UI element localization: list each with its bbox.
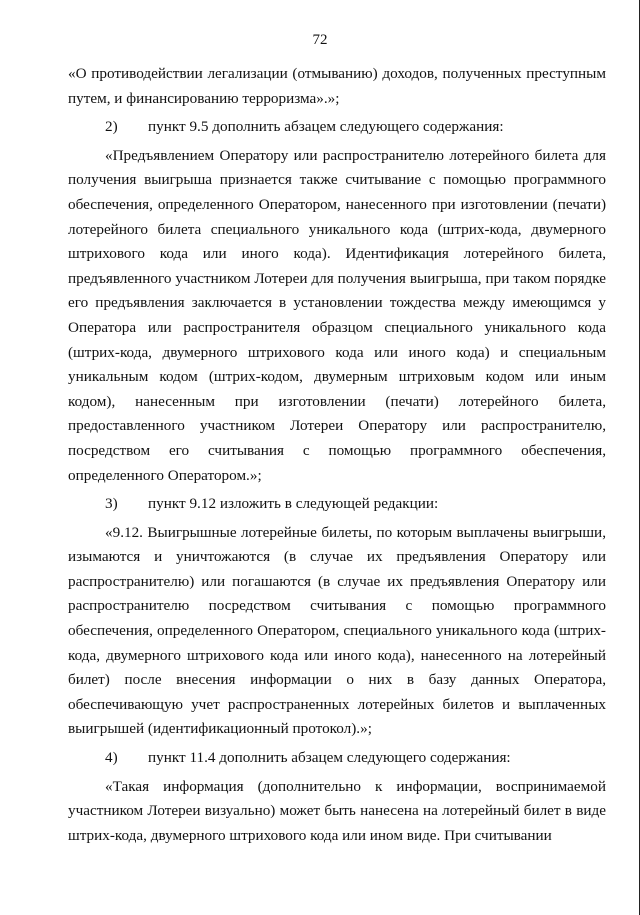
list-item-number: 4) — [105, 749, 118, 767]
document-body — [68, 62, 606, 848]
list-item-number: 3) — [105, 495, 118, 513]
page-number: 72 — [312, 32, 328, 48]
list-item-text: пункт 11.4 дополнить абзацем следующего содержания: — [148, 749, 511, 767]
paragraph-item-9-12: «9.12. Выигрышные лотерейные билеты, по которым выплачены выигрыши, изымаются и уничтожаются (в случае их предъявления Оператору или распространителю) или погашаются (в случае их предъявления Оператору или распространителю посредством считывания с помощью программного обеспечения, определенного Оператором, специального уникального кода (штрих-кода, двумерного штрихового кода или иного кода), нанесенного на лотерейный билет) после внесения информации о них в базу данных Оператора, обеспечивающую учет распространенных лотерейных билетов и выплаченных выигрышей (идентификационный протокол).»; — [68, 523, 606, 738]
list-item-number: 2) — [105, 118, 118, 136]
list-item-4 — [68, 746, 606, 771]
list-item-2 — [68, 115, 606, 140]
list-item-text: пункт 9.12 изложить в следующей редакции: — [148, 495, 439, 513]
list-item-3 — [68, 492, 606, 517]
paragraph-item-9-5: «Предъявлением Оператору или распространителю лотерейного билета для получения выигрыша признается также считывание с помощью программного обеспечения, определенного Оператором, нанесенного при изготовлении (печати) лотерейного билета специального уникального кода (штрих-кода, двумерного штрихового кода или иного кода). Идентификация лотерейного билета, предъявленного участником Лотереи для получения выигрыша, при таком порядке его предъявления заключается в установлении тождества между имеющимся у Оператора или распространителя образцом специального уникального кода (штрих-кода, двумерного штрихового кода или иного кода) и специальным уникальным кодом (штрих-кодом, двумерным штриховым кодом или иным кодом), нанесенным при изготовлении (печати) лотерейного билета, предоставленного участником Лотереи Оператору или распространителю, посредством его считывания с помощью программного обеспечения, определенного Оператором.»; — [68, 146, 606, 484]
list-item-text: пункт 9.5 дополнить абзацем следующего содержания: — [148, 118, 504, 136]
paragraph-item-11-4: «Такая информация (дополнительно к информации, воспринимаемой участником Лотереи визуально) может быть нанесена на лотерейный билет в виде штрих-кода, двумерного штрихового кода или ином виде. При считывании — [68, 777, 606, 844]
paragraph-law-reference: «О противодействии легализации (отмыванию) доходов, полученных преступным путем, и финансированию терроризма».»; — [68, 65, 606, 107]
